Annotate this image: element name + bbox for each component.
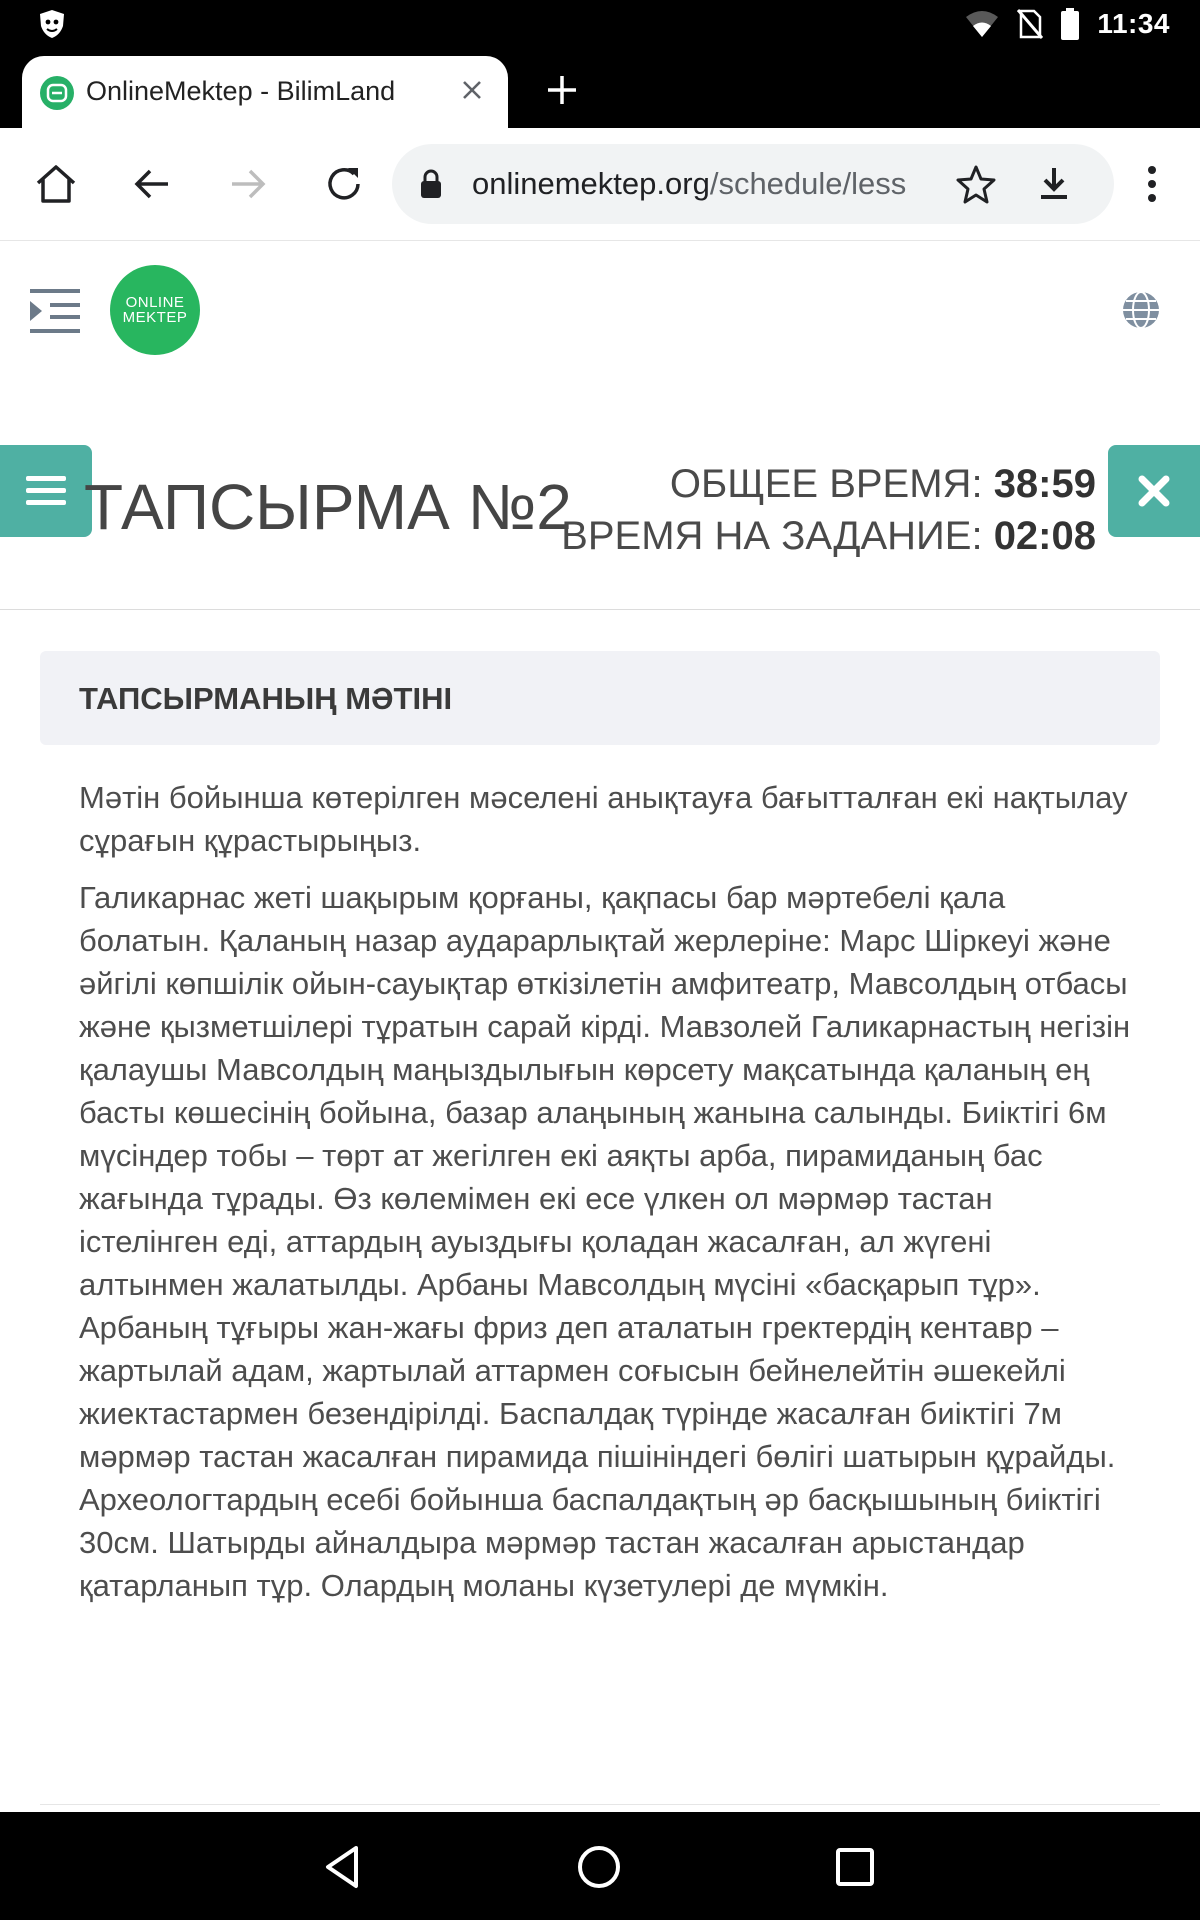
address-bar[interactable] xyxy=(392,144,1114,224)
total-time-label: ОБЩЕЕ ВРЕМЯ: xyxy=(669,462,983,506)
browser-toolbar xyxy=(0,128,1200,241)
reload-icon[interactable] xyxy=(318,158,370,210)
task-menu-button[interactable] xyxy=(0,445,92,537)
task-timer xyxy=(561,458,1096,562)
site-header xyxy=(0,241,1200,371)
task-instruction: Мәтін бойынша көтерілген мәселені анықтауға бағытталған екі нақтылау сұрағын құрастырыңыз. xyxy=(79,780,1128,858)
shield-icon xyxy=(36,8,68,40)
bilimland-favicon-icon xyxy=(40,76,74,110)
tab-strip xyxy=(0,48,1200,128)
new-tab-plus-icon[interactable] xyxy=(540,68,584,112)
star-icon[interactable] xyxy=(954,162,998,206)
indent-menu-icon[interactable] xyxy=(28,285,84,337)
arrow-left-icon[interactable] xyxy=(126,158,178,210)
total-time-value: 38:59 xyxy=(993,462,1096,506)
task-text xyxy=(79,776,1139,1621)
section-heading-bar xyxy=(40,651,1160,745)
status-time: 11:34 xyxy=(1097,8,1170,39)
task-close-button[interactable] xyxy=(1108,445,1200,537)
task-time-value: 02:08 xyxy=(993,514,1096,558)
tab-title: OnlineMektep - BilimLand xyxy=(86,76,396,106)
system-nav-bar xyxy=(0,1812,1200,1920)
download-icon[interactable] xyxy=(1032,162,1076,206)
lock-icon xyxy=(418,168,444,200)
recents-square-icon[interactable] xyxy=(830,1842,880,1892)
more-vert-icon[interactable] xyxy=(1130,160,1174,208)
logo-line2: MEKTEP xyxy=(122,309,188,326)
card-bottom-border xyxy=(40,1804,1160,1805)
home-icon[interactable] xyxy=(30,158,82,210)
hamburger-icon xyxy=(24,473,68,509)
header-divider xyxy=(0,609,1200,610)
status-bar xyxy=(0,0,1200,48)
back-triangle-icon[interactable] xyxy=(318,1842,368,1892)
url-text[interactable] xyxy=(472,166,932,202)
url-path: /schedule/less xyxy=(709,166,907,201)
home-circle-icon[interactable] xyxy=(574,1842,624,1892)
task-time-label: ВРЕМЯ НА ЗАДАНИЕ: xyxy=(561,514,983,558)
section-heading: ТАПСЫРМАНЫҢ МӘТІНІ xyxy=(79,681,453,716)
task-body-text: Галикарнас жеті шақырым қорғаны, қақпасы бар мәртебелі қала болатын. Қаланың назар аударарлықтай жерлеріне: Марс Шіркеуі және әйгілі көпшілік ойын-сауықтар өткізілетін амфитеатр, Мавсолдың отбасы және қызметшілері тұратын сарай кірді. Мавзолей Галикарнастың негізін қалаушы Мавсолдың маңыздылығын көрсету мақсатында қаланың ең басты көшесінің бойына, базар алаңының жанына салынды. Биіктігі 6м мүсіндер тобы – төрт ат жегілген екі аяқты арба, пирамиданың бас жағында тұрады. Өз көлемімен екі есе үлкен ол мәрмәр тастан істелінген еді, аттардың ауыздығы қоладан жасалған, ал жүгені алтынмен жалатылды. Арбаны Мавсолдың мүсіні «басқарып тұр». Арбаның тұғыры жан-жағы фриз деп аталатын гректердің кентавр – жартылай адам, жартылай аттармен соғысын бейнелейтін әшекейлі жиектастармен безендірілді. Баспалдақ түрінде жасалған биіктігі 7м мәрмәр тастан жасалған пирамида пішініндегі бөлігі шатырын құрайды. Археологтардың есебі бойынша баспалдақтың әр басқышының биіктігі 30см. Шатырды айналдыра мәрмәр тастан жасалған арыстандар қатарланып тұр. Олардың моланы күзетулері де мүмкін. xyxy=(79,880,1131,1603)
globe-icon[interactable] xyxy=(1120,289,1162,331)
task-title: ТАПСЫРМА №2 xyxy=(84,471,572,543)
close-icon[interactable] xyxy=(452,70,492,110)
url-domain: onlinemektep.org xyxy=(472,166,710,201)
wifi-icon xyxy=(965,9,999,39)
logo-line1: ONLINE xyxy=(125,294,185,311)
browser-tab[interactable] xyxy=(22,56,508,128)
close-icon xyxy=(1136,473,1172,509)
onlinemektep-logo[interactable] xyxy=(110,265,200,355)
arrow-right-icon[interactable] xyxy=(222,158,274,210)
battery-icon xyxy=(1061,8,1079,40)
no-sim-icon xyxy=(1017,9,1043,39)
